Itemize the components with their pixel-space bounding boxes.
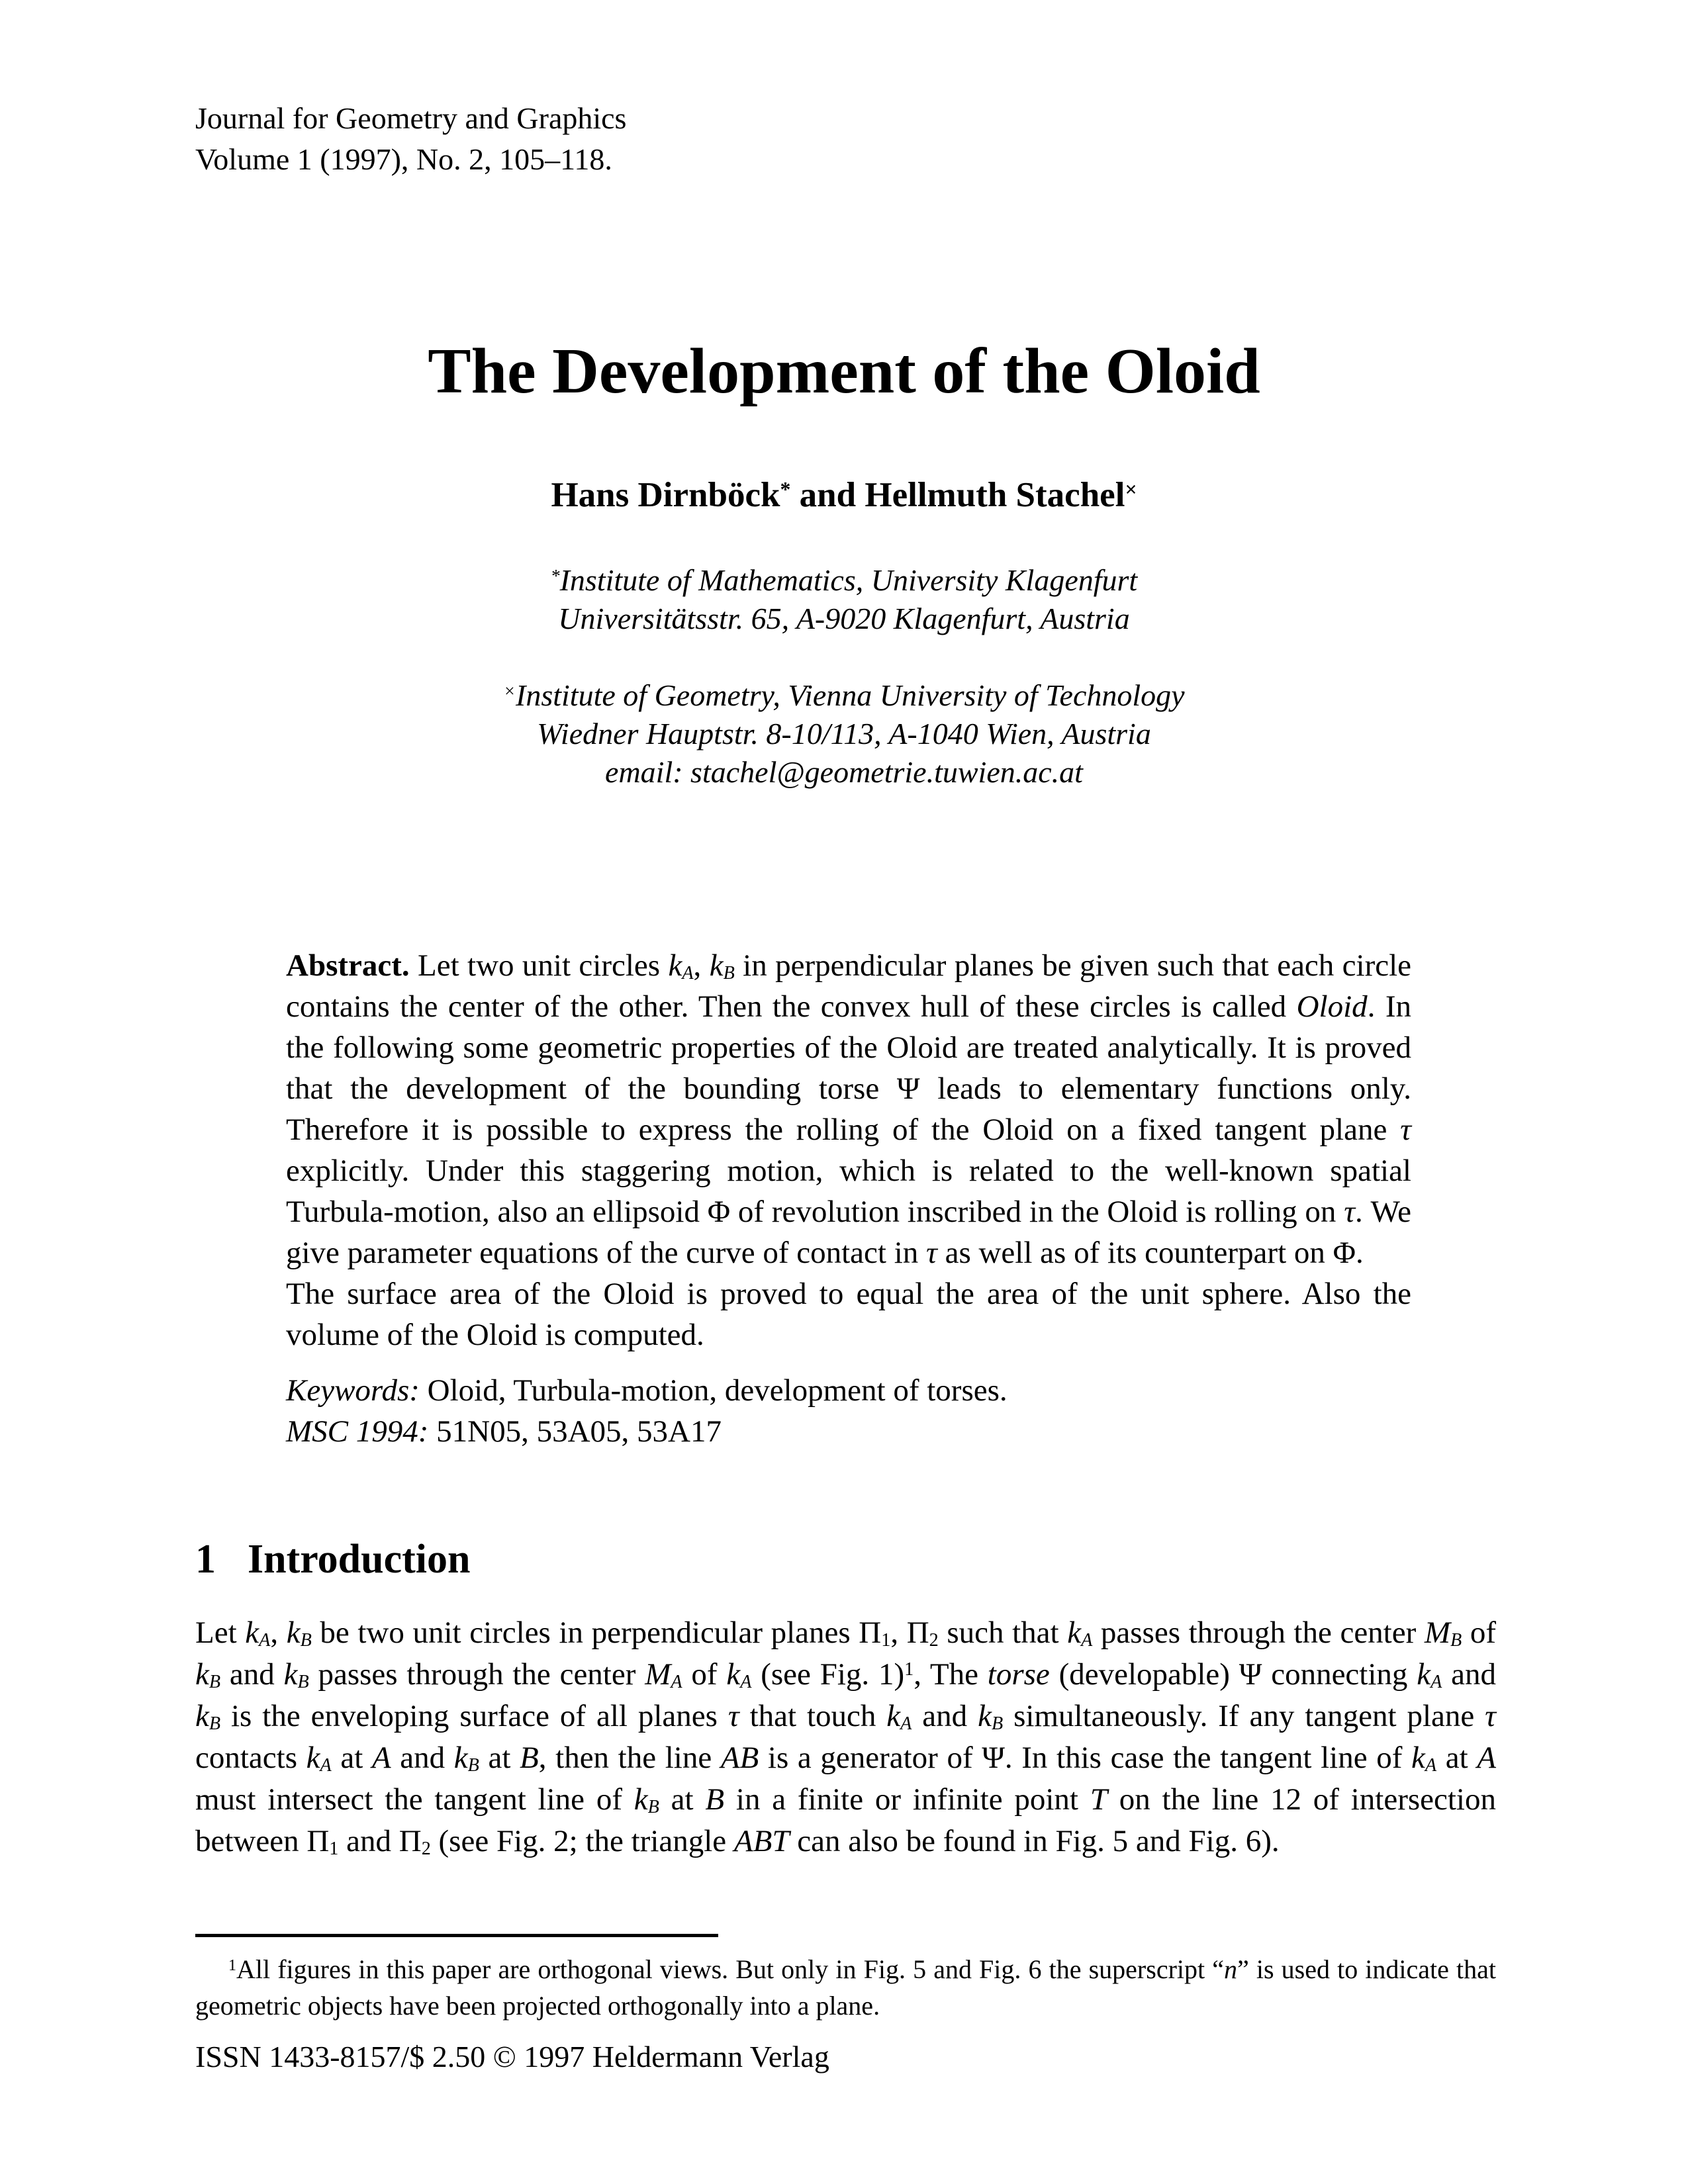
msc-label: MSC 1994: [286, 1414, 429, 1449]
msc-row [286, 1411, 1411, 1452]
journal-name: Journal for Geometry and Graphics [195, 101, 627, 135]
abstract-block [286, 945, 1411, 1452]
footnote [195, 1951, 1496, 2024]
affiliation-line: ×Institute of Geometry, Vienna University of Technology [503, 678, 1185, 712]
section-number: 1 [195, 1537, 216, 1582]
affiliation-line: *Institute of Mathematics, University Klagenfurt [550, 563, 1138, 597]
footnote-marker: 1 [228, 1957, 236, 1975]
keywords-text: Oloid, Turbula-motion, development of torses. [427, 1373, 1008, 1408]
section-1-heading [195, 1539, 471, 1580]
abstract-paragraph-1 [286, 945, 1411, 1273]
affiliation-line: Wiedner Hauptstr. 8-10/113, A-1040 Wien, Austria [537, 717, 1151, 751]
abstract-label: Abstract. [286, 948, 410, 983]
affiliation-vienna [0, 676, 1688, 792]
footnote-rule [195, 1934, 718, 1937]
footnote-text: All figures in this paper are orthogonal views. But only in Fig. 5 and Fig. 6 the superscript “n” is used to indicate that geometric objects have been projected orthogonally into a plane. [195, 1954, 1497, 2021]
affiliation-klagenfurt [0, 561, 1688, 638]
abstract-paragraph-2: The surface area of the Oloid is proved to equal the area of the unit sphere. Also the volume of the Oloid is computed. [286, 1277, 1411, 1352]
paper-title: The Development of the Oloid [428, 336, 1260, 407]
journal-header [195, 98, 626, 180]
issn-copyright-line: ISSN 1433-8157/$ 2.50 © 1997 Heldermann Verlag [195, 2040, 829, 2073]
journal-volume-info: Volume 1 (1997), No. 2, 105–118. [195, 142, 612, 176]
introduction-paragraph: Let $k_A$, $k_B$ be two unit circles in perpendicular planes $\Pi_1$, $\Pi_2$ such that $k_A$ passes through the center $M_B$ of $k_B$ and $k_B$ passes through the center $M_A$ of $k_A$ (see Fig. 1)$^1$, The torse (developable) Ψ connecting $k_A$ and $k_B$ is the enveloping surface of all planes τ that touch $k_A$ and $k_B$ simultaneously. If any tangent plane τ contacts $k_A$ at A and $k_B$ at B, then the line AB is a generator of Ψ. In this case the tangent line of $k_A$ at A must intersect the tangent line of $k_B$ at B in a finite or infinite point T on the line 12 of intersection between $\Pi_1$ and $\Pi_2$ (see Fig. 2; the triangle ABT can also be found in Fig. 5 and Fig. 6). [195, 1615, 1496, 1860]
keywords-label: Keywords: [286, 1373, 420, 1408]
keywords-row [286, 1370, 1411, 1411]
section-title: Introduction [248, 1537, 471, 1582]
affiliation-line: Universitätsstr. 65, A-9020 Klagenfurt, Austria [558, 602, 1130, 635]
affiliation-email: email: stachel@geometrie.tuwien.ac.at [605, 755, 1083, 789]
abstract-text: Let two unit circles $k_A$, $k_B$ in perpendicular planes be given such that each circle contains the center of the other. Then the convex hull of these circles is called Oloid. In the following some geometric properties of the Oloid are treated analytically. It is proved that the development of the bounding torse Ψ leads to elementary functions only. Therefore it is possible to express the rolling of the Oloid on a fixed tangent plane τ explicitly. Under this staggering motion, which is related to the well-known spatial Turbula-motion, also an ellipsoid Φ of revolution inscribed in the Oloid is rolling on τ. We give parameter equations of the curve of contact in τ as well as of its counterpart on Φ. [286, 948, 1412, 1270]
authors-line: Hans Dirnböck* and Hellmuth Stachel× [551, 476, 1137, 514]
msc-text: 51N05, 53A05, 53A17 [436, 1414, 722, 1449]
